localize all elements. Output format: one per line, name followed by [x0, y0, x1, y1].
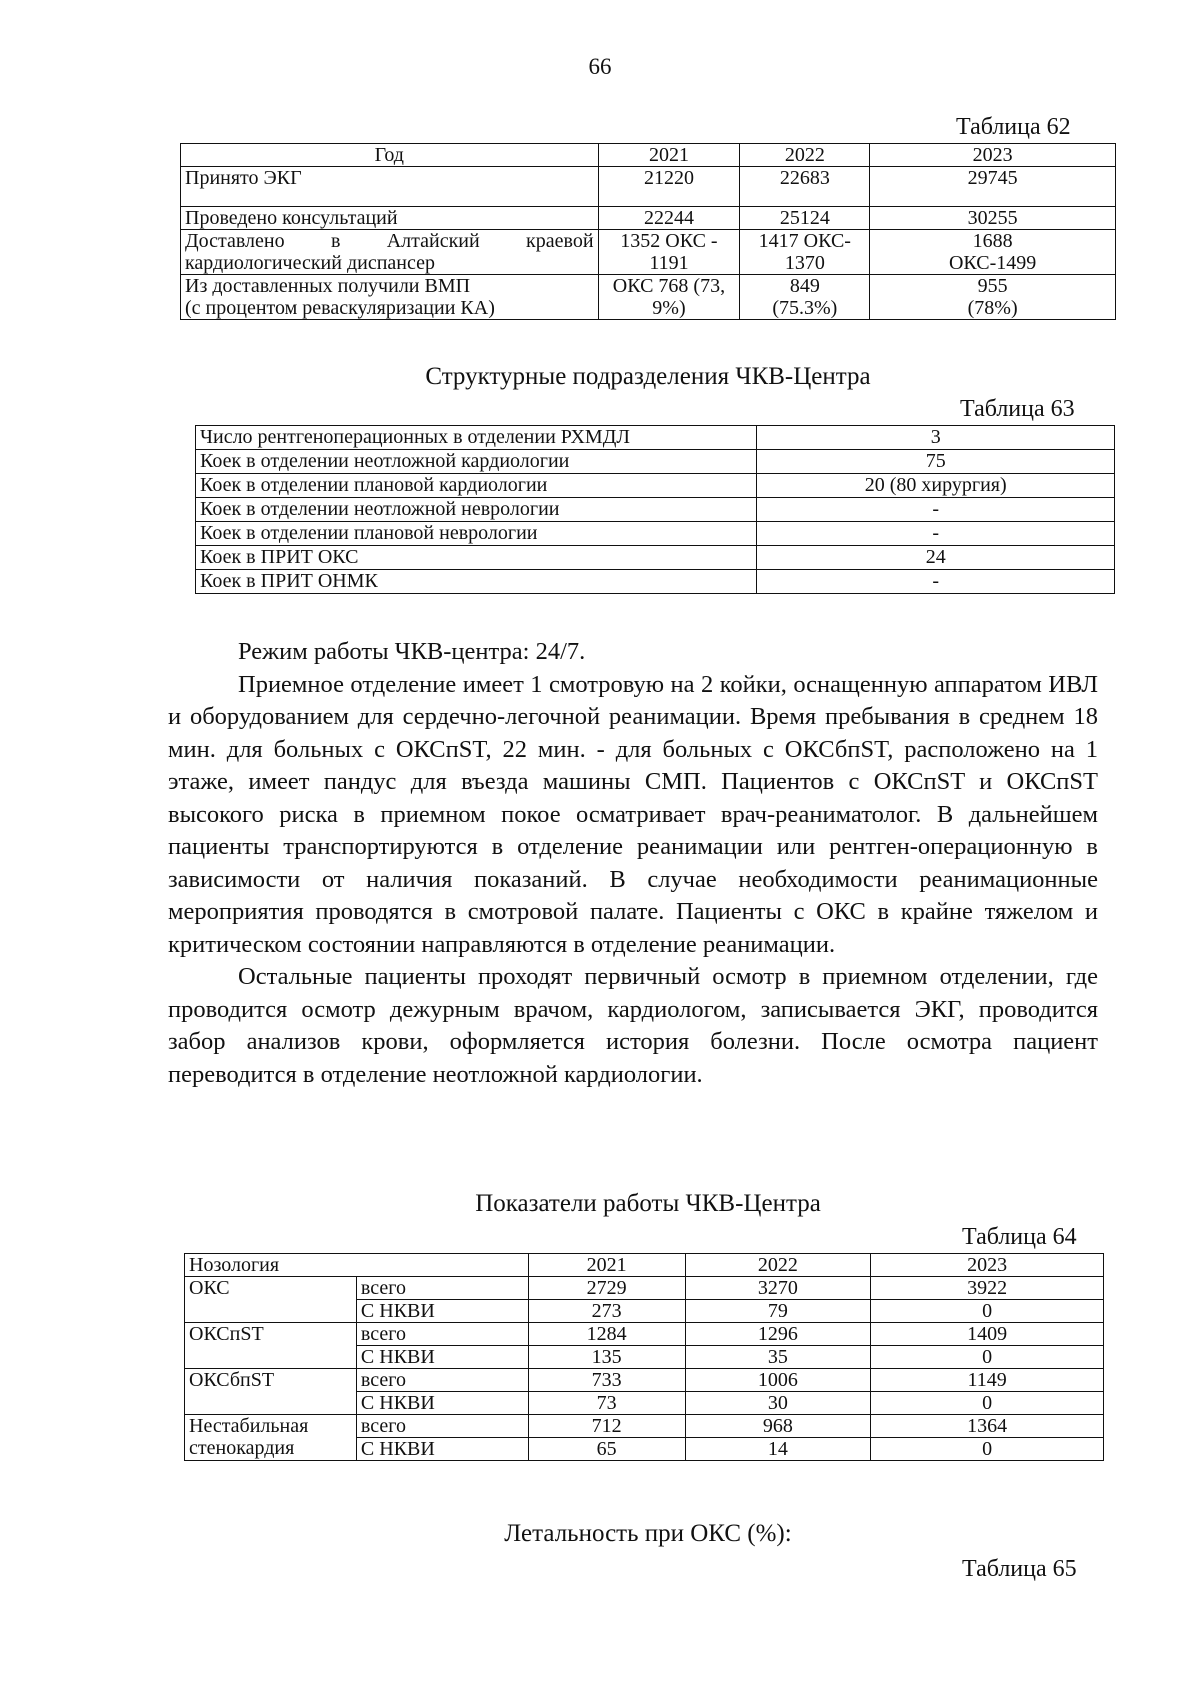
table-62-caption: Таблица 62 — [956, 114, 1071, 140]
table-63-value: 3 — [757, 426, 1115, 450]
body-text — [168, 636, 1098, 1091]
table-64-cell: 79 — [685, 1300, 871, 1323]
paragraph-reception: Приемное отделение имеет 1 смотровую на 2 койки, оснащенную аппаратом ИВЛ и оборудованием для сердечно-легочной реанимации. Время пребывания в среднем 18 мин. для больных с ОКСпST, 22 мин. - для больных с ОКСбпST, расположено на 1 этаже, имеет пандус для въезда машины СМП. Пациентов с ОКСпST и ОКСпST высокого риска в приемном покое осматривает врач-реаниматолог. В дальнейшем пациенты транспортируются в отделение реанимации или рентген-операционную в зависимости от наличия показаний. В случае необходимости реанимационные мероприятия проводятся в смотровой палате. Пациенты с ОКС в крайне тяжелом и критическом состоянии направляются в отделение реанимации. — [168, 670, 1098, 958]
table-63-label: Коек в ПРИТ ОКС — [196, 546, 757, 570]
table-64 — [184, 1253, 1104, 1461]
table-62-header-year: Год — [181, 144, 599, 167]
table-63-row — [196, 450, 1115, 474]
table-64-cell: 1006 — [685, 1369, 871, 1392]
table-64-cell: 1149 — [871, 1369, 1104, 1392]
table-64-caption: Таблица 64 — [962, 1224, 1077, 1250]
table-63-row — [196, 546, 1115, 570]
table-64-cell: 35 — [685, 1346, 871, 1369]
table-62-row — [181, 230, 1116, 275]
table-64-cell: 73 — [528, 1392, 685, 1415]
table-63-label: Коек в отделении плановой неврологии — [196, 522, 757, 546]
table-64-cell: 0 — [871, 1438, 1104, 1461]
table-64-row — [185, 1323, 1104, 1346]
table-62-row — [181, 207, 1116, 230]
table-64-subrow-label: всего — [356, 1415, 528, 1438]
table-64-cell: 712 — [528, 1415, 685, 1438]
table-62-row — [181, 275, 1116, 320]
table-63-value: - — [757, 522, 1115, 546]
table-63-label: Коек в отделении плановой кардиологии — [196, 474, 757, 498]
table-64-heading: Показатели работы ЧКВ-Центра — [475, 1190, 821, 1217]
table-64-header-2021: 2021 — [528, 1254, 685, 1277]
table-64-subrow-label: С НКВИ — [356, 1438, 528, 1461]
table-63-row — [196, 570, 1115, 594]
table-62-header-2023: 2023 — [870, 144, 1116, 167]
table-65-heading: Летальность при ОКС (%): — [504, 1520, 792, 1547]
table-62-header-row — [181, 144, 1116, 167]
table-62-cell: ОКС 768 (73, 9%) — [598, 275, 740, 320]
table-63-label: Коек в отделении неотложной кардиологии — [196, 450, 757, 474]
table-63-label: Коек в отделении неотложной неврологии — [196, 498, 757, 522]
table-62-cell: 21220 — [598, 167, 740, 207]
table-64-cell: 65 — [528, 1438, 685, 1461]
table-64-cell: 3922 — [871, 1277, 1104, 1300]
table-64-cell: 30 — [685, 1392, 871, 1415]
paragraph-other-patients: Остальные пациенты проходят первичный осмотр в приемном отделении, где проводится осмотр дежурным врачом, кардиологом, записывается ЭКГ, проводится забор анализов крови, оформляется история болезни. После осмотра пациент переводится в отделение неотложной кардиологии. — [168, 963, 1098, 1088]
table-64-group-name: ОКСбпST — [185, 1369, 357, 1415]
table-63-row — [196, 498, 1115, 522]
table-62-cell: 29745 — [870, 167, 1116, 207]
table-64-cell: 2729 — [528, 1277, 685, 1300]
table-62-header-2022: 2022 — [740, 144, 870, 167]
table-64-cell: 1364 — [871, 1415, 1104, 1438]
table-64-subrow-label: всего — [356, 1277, 528, 1300]
table-64-cell: 733 — [528, 1369, 685, 1392]
page-number: 66 — [588, 54, 612, 79]
table-62-label: Проведено консультаций — [181, 207, 599, 230]
table-62-cell: 25124 — [740, 207, 870, 230]
table-62-cell: 22683 — [740, 167, 870, 207]
table-62-cell: 22244 — [598, 207, 740, 230]
table-64-subrow-label: С НКВИ — [356, 1346, 528, 1369]
table-62 — [180, 143, 1116, 320]
table-64-cell: 1296 — [685, 1323, 871, 1346]
table-63-caption: Таблица 63 — [960, 396, 1075, 422]
table-64-cell: 273 — [528, 1300, 685, 1323]
table-64-subrow-label: С НКВИ — [356, 1300, 528, 1323]
table-64-cell: 0 — [871, 1392, 1104, 1415]
table-63-value: - — [757, 498, 1115, 522]
table-63-heading: Структурные подразделения ЧКВ-Центра — [425, 363, 871, 390]
table-64-subrow-label: С НКВИ — [356, 1392, 528, 1415]
table-64-cell: 968 — [685, 1415, 871, 1438]
table-64-cell: 14 — [685, 1438, 871, 1461]
table-63-value: 20 (80 хирургия) — [757, 474, 1115, 498]
table-64-header-2022: 2022 — [685, 1254, 871, 1277]
table-64-row — [185, 1415, 1104, 1438]
table-63-label: Число рентгеноперационных в отделении РХМДЛ — [196, 426, 757, 450]
table-64-cell: 3270 — [685, 1277, 871, 1300]
work-mode-line: Режим работы ЧКВ-центра: 24/7. — [238, 638, 586, 665]
table-64-row — [185, 1277, 1104, 1300]
table-63-row — [196, 474, 1115, 498]
table-62-cell: 30255 — [870, 207, 1116, 230]
table-63 — [195, 425, 1115, 594]
table-63-value: 75 — [757, 450, 1115, 474]
table-64-cell: 0 — [871, 1300, 1104, 1323]
table-62-cell: 1417 ОКС- 1370 — [740, 230, 870, 275]
table-62-row — [181, 167, 1116, 207]
table-64-header-2023: 2023 — [871, 1254, 1104, 1277]
table-64-header-nosology: Нозология — [185, 1254, 529, 1277]
table-64-cell: 135 — [528, 1346, 685, 1369]
table-62-cell: 955 (78%) — [870, 275, 1116, 320]
table-63-row — [196, 426, 1115, 450]
table-64-group-name: Нестабильная стенокардия — [185, 1415, 357, 1461]
table-63-row — [196, 522, 1115, 546]
table-63-label: Коек в ПРИТ ОНМК — [196, 570, 757, 594]
table-63-value: - — [757, 570, 1115, 594]
table-64-subrow-label: всего — [356, 1323, 528, 1346]
table-64-cell: 0 — [871, 1346, 1104, 1369]
table-62-header-2021: 2021 — [598, 144, 740, 167]
table-63-value: 24 — [757, 546, 1115, 570]
table-62-label: Принято ЭКГ — [181, 167, 599, 207]
table-64-group-name: ОКС — [185, 1277, 357, 1323]
table-64-cell: 1284 — [528, 1323, 685, 1346]
table-62-label: Из доставленных получили ВМП (с процентом реваскуляризации КА) — [181, 275, 599, 320]
table-62-cell: 849 (75.3%) — [740, 275, 870, 320]
table-64-row — [185, 1369, 1104, 1392]
table-64-subrow-label: всего — [356, 1369, 528, 1392]
table-62-cell: 1688 ОКС-1499 — [870, 230, 1116, 275]
table-64-group-name: ОКСпST — [185, 1323, 357, 1369]
table-64-header-row — [185, 1254, 1104, 1277]
table-64-cell: 1409 — [871, 1323, 1104, 1346]
table-65-caption: Таблица 65 — [962, 1556, 1077, 1582]
table-62-label: Доставлено в Алтайский краевой кардиологический диспансер — [181, 230, 599, 275]
table-62-cell: 1352 ОКС - 1191 — [598, 230, 740, 275]
